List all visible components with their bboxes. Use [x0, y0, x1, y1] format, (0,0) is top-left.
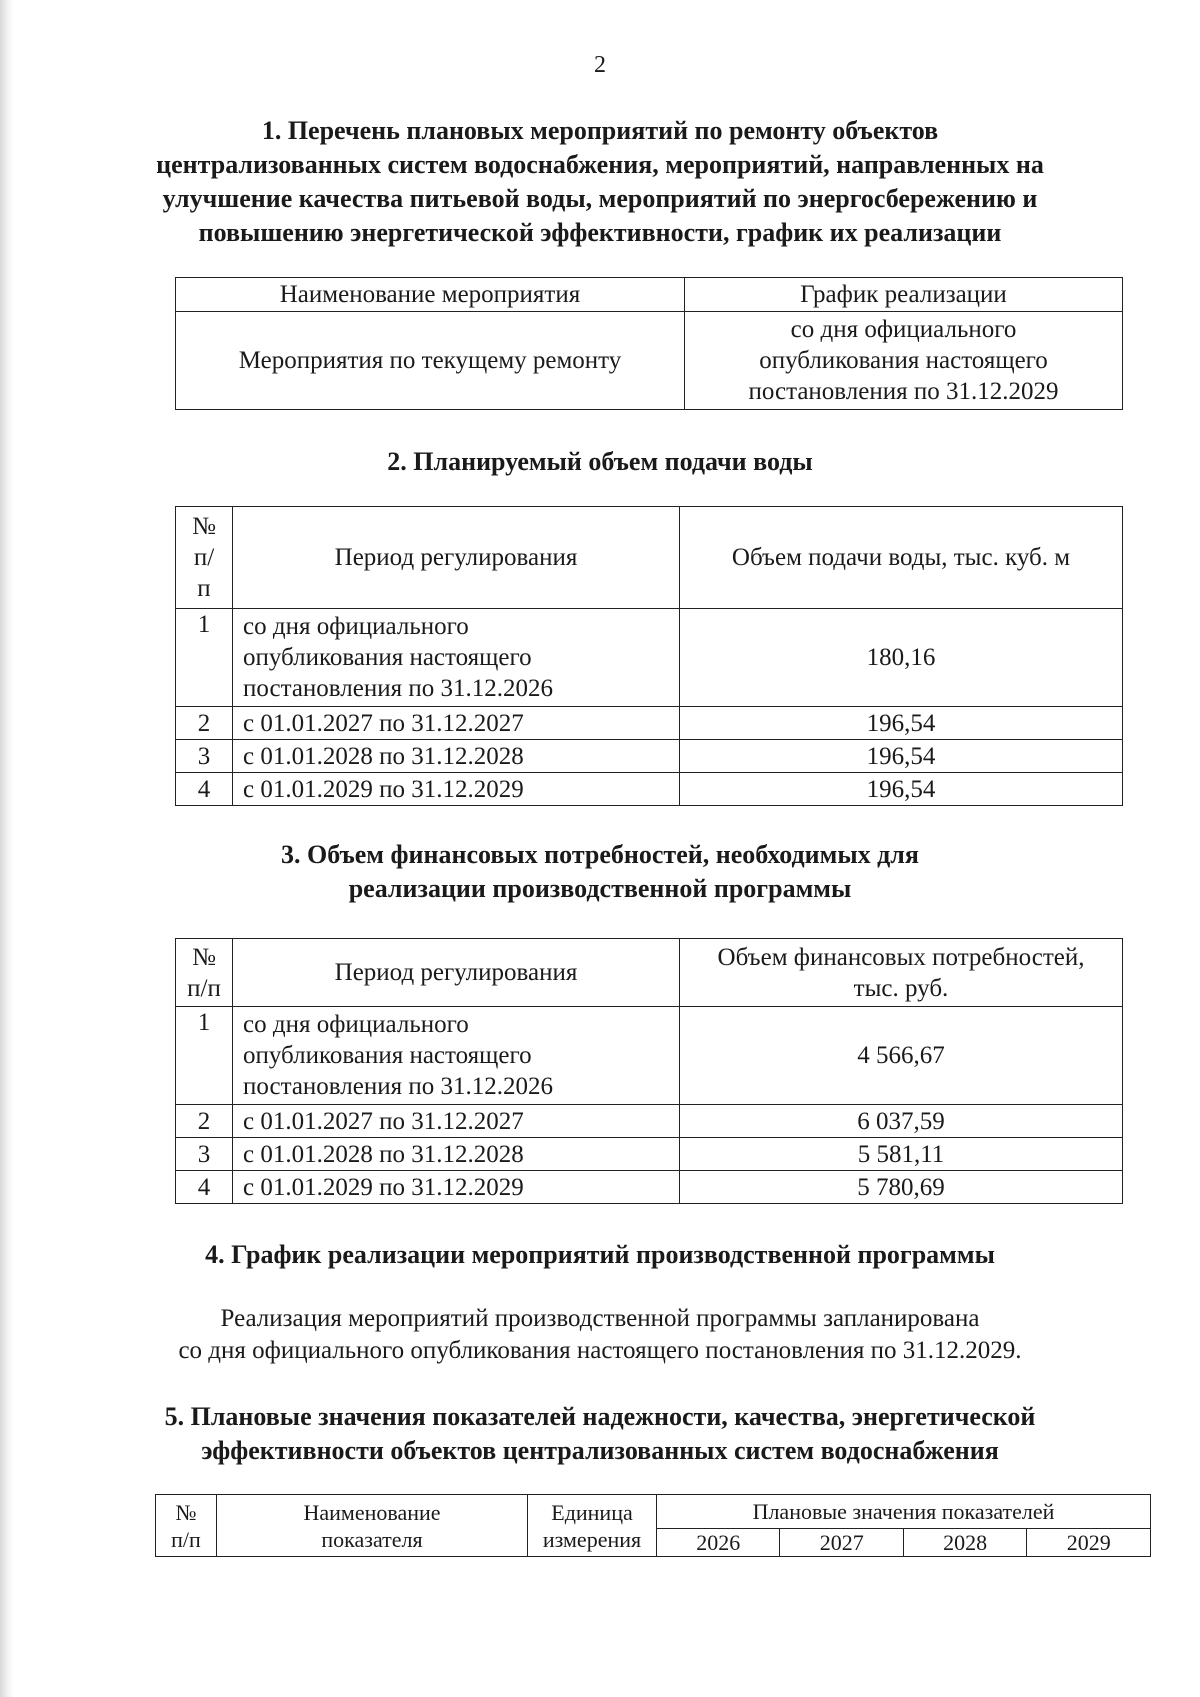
row-number: 2 [176, 1105, 233, 1138]
header-number-line: № [192, 943, 216, 971]
section1-title-line: 1. Перечень плановых мероприятий по ремонту объектов [261, 116, 939, 145]
row-water-volume: 196,54 [680, 707, 1123, 740]
section3-title-line: реализации производственной программы [348, 874, 852, 903]
header-unit-line: измерения [542, 1526, 642, 1552]
row-period: с 01.01.2029 по 31.12.2029 [233, 773, 680, 806]
financial-needs-table [175, 938, 1123, 1204]
row-water-volume: 196,54 [680, 773, 1123, 806]
section4-text-line: Реализация мероприятий производственной программы запланирована [220, 1305, 980, 1332]
row-number: 1 [176, 609, 233, 707]
section3-title-line: 3. Объем финансовых потребностей, необходимых для [281, 840, 919, 869]
section1-title-line: централизованных систем водоснабжения, мероприятий, направленных на [156, 150, 1044, 179]
header-indicator-line: показателя [321, 1526, 423, 1552]
header-water-volume: Объем подачи воды, тыс. куб. м [680, 507, 1123, 609]
measure-name-cell: Мероприятия по текущему ремонту [176, 312, 685, 410]
row-financial-needs: 4 566,67 [680, 1007, 1123, 1105]
row-financial-needs: 5 581,11 [680, 1138, 1123, 1171]
header-year-2026: 2026 [657, 1529, 780, 1557]
section4-text [0, 1303, 1200, 1367]
measure-schedule-cell [685, 312, 1123, 410]
section4-text-line: со дня официального опубликования настоящего постановления по 31.12.2029. [178, 1337, 1022, 1364]
period-line: опубликования настоящего [243, 644, 532, 671]
section5-title-line: 5. Плановые значения показателей надежности, качества, энергетической [164, 1402, 1036, 1431]
section1-title [0, 114, 1200, 250]
section2-title: 2. Планируемый объем подачи воды [387, 447, 813, 476]
header-year-2029: 2029 [1027, 1529, 1151, 1557]
section1-title-line: улучшение качества питьевой воды, мероприятий по энергосбережению и [162, 184, 1038, 213]
section4-title: 4. График реализации мероприятий производственной программы [205, 1240, 995, 1269]
header-indicator-name [217, 1495, 528, 1557]
schedule-line: постановления по 31.12.2029 [748, 378, 1059, 405]
header-schedule: График реализации [685, 278, 1123, 312]
header-financial-needs [680, 939, 1123, 1007]
row-number: 4 [176, 773, 233, 806]
header-unit [528, 1495, 657, 1557]
header-year-2027: 2027 [780, 1529, 903, 1557]
header-number-line: п [197, 575, 211, 602]
schedule-line: со дня официального [790, 316, 1017, 343]
header-measure-name: Наименование мероприятия [176, 278, 685, 312]
header-number [176, 939, 233, 1007]
water-volume-table [175, 506, 1123, 806]
row-period: с 01.01.2027 по 31.12.2027 [233, 707, 680, 740]
header-number-line: п/ [193, 544, 215, 571]
period-line: опубликования настоящего [243, 1042, 532, 1069]
header-financial-line: Объем финансовых потребностей, [717, 943, 1085, 971]
row-financial-needs: 6 037,59 [680, 1105, 1123, 1138]
header-number [176, 507, 233, 609]
period-line: постановления по 31.12.2026 [243, 1073, 553, 1100]
header-indicator-line: Наименование [303, 1499, 441, 1525]
row-number: 3 [176, 740, 233, 773]
row-number: 3 [176, 1138, 233, 1171]
header-number-line: п/п [187, 974, 221, 1002]
header-period: Период регулирования [233, 507, 680, 609]
page-number: 2 [594, 52, 606, 78]
row-period: с 01.01.2029 по 31.12.2029 [233, 1171, 680, 1204]
row-water-volume: 196,54 [680, 740, 1123, 773]
section5-title-line: эффективности объектов централизованных систем водоснабжения [201, 1436, 999, 1465]
header-number-line: № [192, 513, 216, 540]
row-number: 1 [176, 1007, 233, 1105]
row-number: 2 [176, 707, 233, 740]
row-number: 4 [176, 1171, 233, 1204]
header-period: Период регулирования [233, 939, 680, 1007]
header-unit-line: Единица [551, 1499, 633, 1525]
header-planned-values: Плановые значения показателей [657, 1495, 1151, 1529]
row-period [233, 1007, 680, 1105]
period-line: со дня официального [243, 1011, 469, 1038]
section3-title [0, 838, 1200, 906]
header-number-line: п/п [171, 1526, 201, 1552]
row-period: с 01.01.2028 по 31.12.2028 [233, 740, 680, 773]
row-period [233, 609, 680, 707]
header-year-2028: 2028 [903, 1529, 1026, 1557]
header-number [156, 1495, 217, 1557]
section5-title [0, 1400, 1200, 1468]
schedule-line: опубликования настоящего [759, 347, 1048, 374]
row-period: с 01.01.2028 по 31.12.2028 [233, 1138, 680, 1171]
header-financial-line: тыс. руб. [853, 974, 949, 1002]
row-financial-needs: 5 780,69 [680, 1171, 1123, 1204]
indicators-table [155, 1494, 1151, 1557]
period-line: со дня официального [243, 613, 469, 640]
row-period: с 01.01.2027 по 31.12.2027 [233, 1105, 680, 1138]
measures-table [175, 277, 1123, 410]
header-number-line: № [175, 1499, 197, 1525]
period-line: постановления по 31.12.2026 [243, 675, 553, 702]
section1-title-line: повышению энергетической эффективности, график их реализации [198, 218, 1002, 247]
row-water-volume: 180,16 [680, 609, 1123, 707]
